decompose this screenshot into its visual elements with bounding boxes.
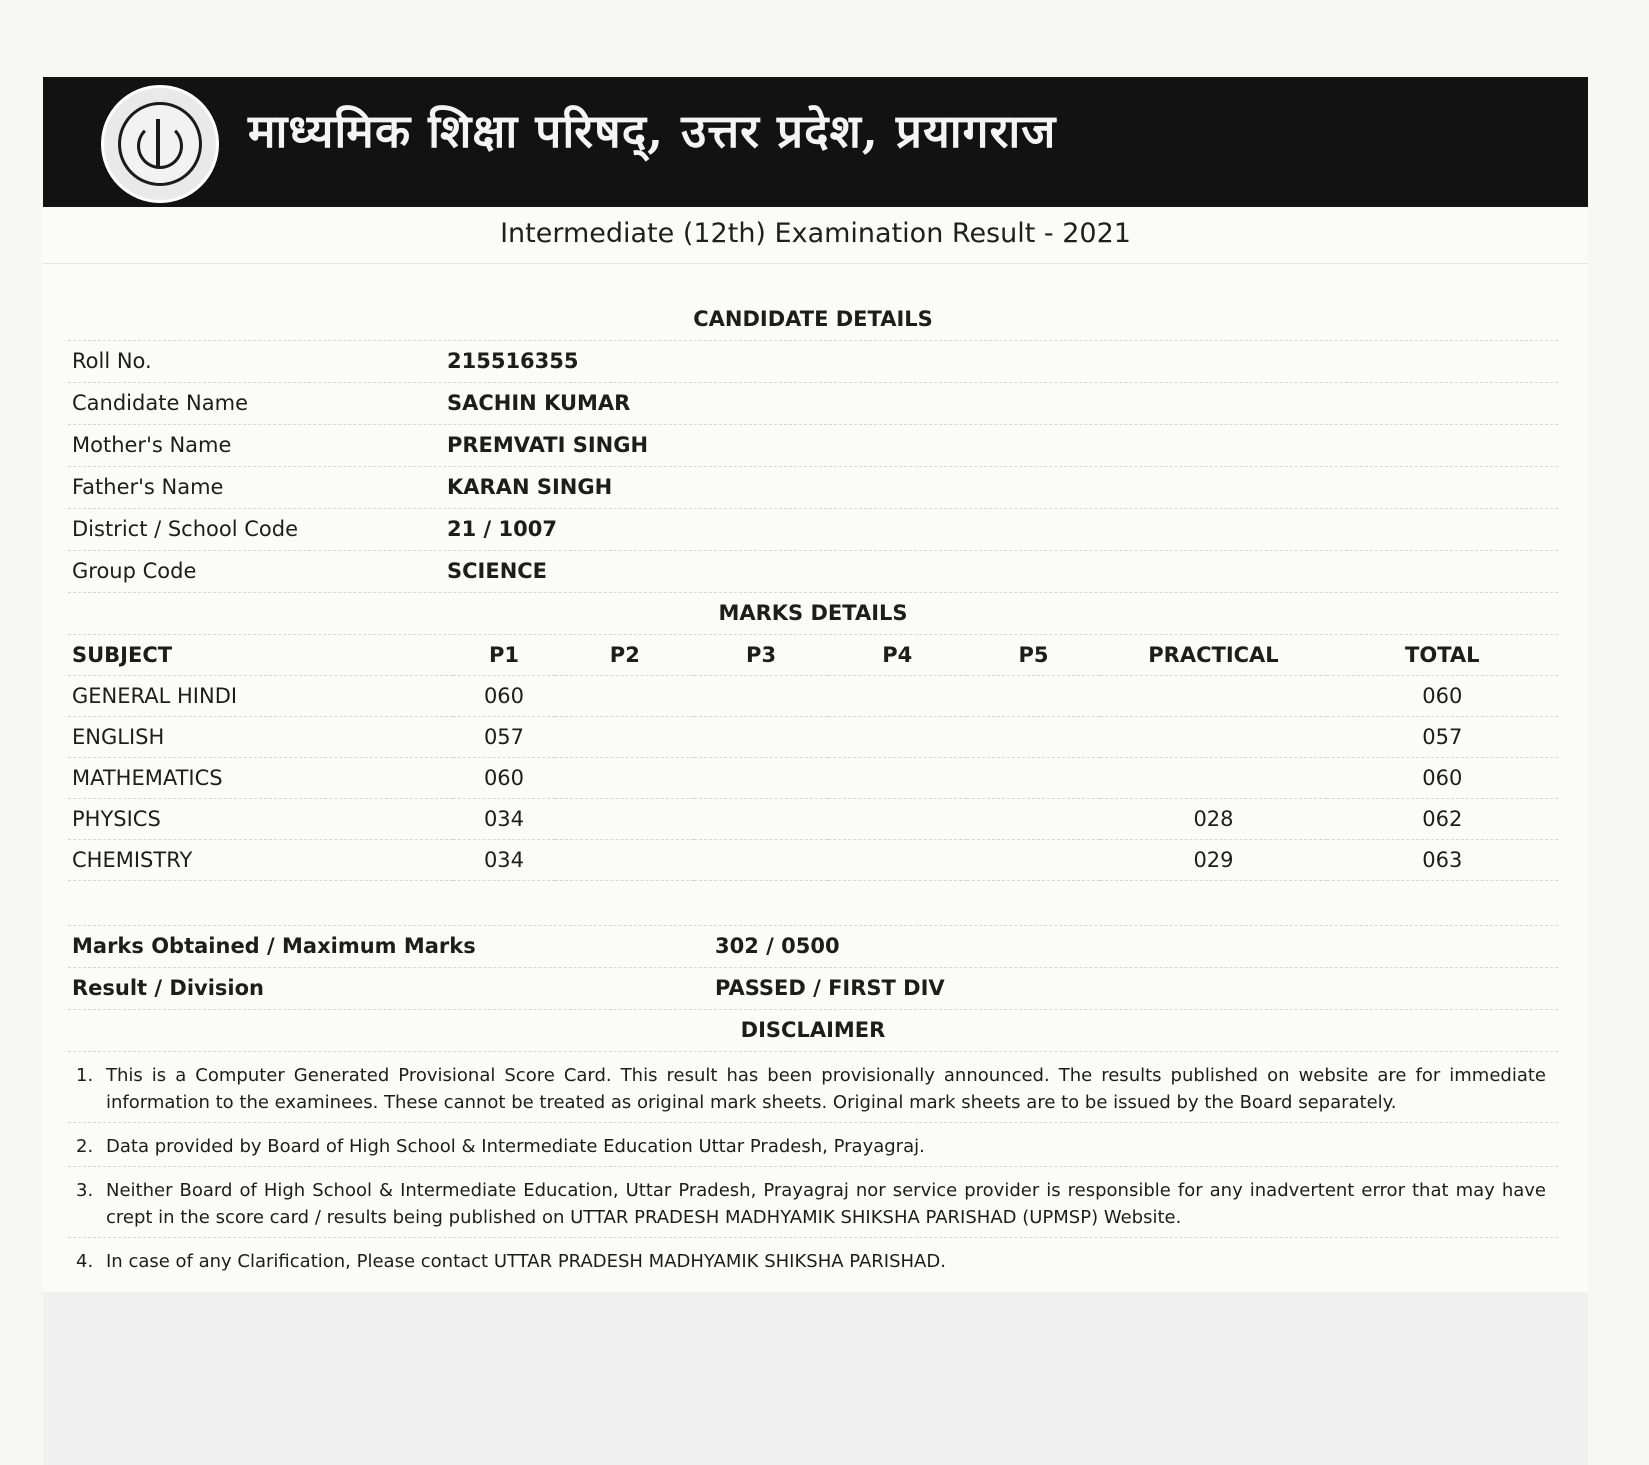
column-header: P2 bbox=[555, 635, 694, 676]
column-header: P5 bbox=[967, 635, 1101, 676]
emblem-seal bbox=[118, 102, 202, 186]
detail-label: Candidate Name bbox=[72, 391, 248, 415]
table-row bbox=[68, 840, 1558, 881]
p1-cell: 034 bbox=[453, 799, 556, 840]
detail-value: KARAN SINGH bbox=[447, 475, 613, 499]
total-cell: 063 bbox=[1327, 840, 1558, 881]
marks-obtained-value: 302 / 0500 bbox=[715, 934, 840, 958]
practical-cell bbox=[1100, 717, 1326, 758]
practical-cell: 028 bbox=[1100, 799, 1326, 840]
detail-value: PREMVATI SINGH bbox=[447, 433, 649, 457]
subject-cell: ENGLISH bbox=[68, 717, 453, 758]
p3-cell bbox=[694, 758, 828, 799]
total-cell: 057 bbox=[1327, 717, 1558, 758]
item-text: Data provided by Board of High School & Intermediate Education Uttar Pradesh, Prayagraj. bbox=[106, 1136, 925, 1157]
detail-value: SACHIN KUMAR bbox=[447, 391, 631, 415]
detail-row-district bbox=[68, 509, 1558, 551]
p4-cell bbox=[828, 758, 967, 799]
list-item bbox=[68, 1167, 1558, 1238]
marks-header-row bbox=[68, 635, 1558, 676]
list-item bbox=[68, 1238, 1558, 1281]
list-item bbox=[68, 1052, 1558, 1123]
subject-cell: GENERAL HINDI bbox=[68, 676, 453, 717]
column-header: SUBJECT bbox=[68, 635, 453, 676]
spacer-row bbox=[68, 881, 1558, 926]
column-header: P3 bbox=[694, 635, 828, 676]
table-row bbox=[68, 758, 1558, 799]
p1-cell: 057 bbox=[453, 717, 556, 758]
item-number: 2. bbox=[76, 1136, 94, 1157]
footer-blank-area bbox=[43, 1292, 1588, 1465]
score-card bbox=[43, 77, 1588, 1465]
p1-cell: 060 bbox=[453, 676, 556, 717]
p2-cell bbox=[555, 758, 694, 799]
total-cell: 060 bbox=[1327, 758, 1558, 799]
marks-summary-row bbox=[68, 926, 1558, 968]
list-item bbox=[68, 1123, 1558, 1167]
p3-cell bbox=[694, 840, 828, 881]
p2-cell bbox=[555, 799, 694, 840]
detail-label: Roll No. bbox=[72, 349, 152, 373]
table-row bbox=[68, 676, 1558, 717]
exam-title: Intermediate (12th) Examination Result - 2021 bbox=[500, 218, 1131, 249]
subject-cell: PHYSICS bbox=[68, 799, 453, 840]
detail-value: 21 / 1007 bbox=[447, 517, 557, 541]
p2-cell bbox=[555, 676, 694, 717]
total-cell: 060 bbox=[1327, 676, 1558, 717]
item-number: 1. bbox=[76, 1065, 94, 1086]
p5-cell bbox=[967, 717, 1101, 758]
disclaimer-list bbox=[68, 1052, 1558, 1281]
subject-cell: MATHEMATICS bbox=[68, 758, 453, 799]
table-row bbox=[68, 717, 1558, 758]
detail-label: District / School Code bbox=[72, 517, 299, 541]
p5-cell bbox=[967, 840, 1101, 881]
column-header: P4 bbox=[828, 635, 967, 676]
p3-cell bbox=[694, 676, 828, 717]
board-title: माध्यमिक शिक्षा परिषद्, उत्तर प्रदेश, प्रयागराज bbox=[248, 104, 1057, 158]
detail-value: 215516355 bbox=[447, 349, 579, 373]
marks-table bbox=[68, 635, 1558, 881]
p4-cell bbox=[828, 676, 967, 717]
column-header: TOTAL bbox=[1327, 635, 1558, 676]
item-number: 3. bbox=[76, 1180, 94, 1201]
divider bbox=[43, 263, 1588, 264]
item-text: This is a Computer Generated Provisional Score Card. This result has been provisionally announced. The results published on website are for immediate information to the examinees. These cannot be treated as original mark sheets. Original mark sheets are to be issued by the Board separately. bbox=[106, 1065, 1546, 1113]
p3-cell bbox=[694, 799, 828, 840]
p2-cell bbox=[555, 717, 694, 758]
disclaimer-heading: DISCLAIMER bbox=[68, 1010, 1558, 1052]
result-label: Result / Division bbox=[72, 976, 264, 1000]
detail-row-group bbox=[68, 551, 1558, 593]
item-text: Neither Board of High School & Intermediate Education, Uttar Pradesh, Prayagraj nor service provider is responsible for any inadvertent error that may have crept in the score card / results being published on UTTAR PRADESH MADHYAMIK SHIKSHA PARISHAD (UPMSP) Website. bbox=[106, 1180, 1546, 1228]
item-text: In case of any Clarification, Please contact UTTAR PRADESH MADHYAMIK SHIKSHA PARISHAD. bbox=[106, 1251, 946, 1272]
up-emblem-icon bbox=[101, 85, 219, 203]
detail-row-father bbox=[68, 467, 1558, 509]
total-cell: 062 bbox=[1327, 799, 1558, 840]
p5-cell bbox=[967, 758, 1101, 799]
table-row bbox=[68, 799, 1558, 840]
item-number: 4. bbox=[76, 1251, 94, 1272]
p4-cell bbox=[828, 717, 967, 758]
column-header: P1 bbox=[453, 635, 556, 676]
marks-details-heading: MARKS DETAILS bbox=[68, 593, 1558, 635]
detail-row-name bbox=[68, 383, 1558, 425]
column-header: PRACTICAL bbox=[1100, 635, 1326, 676]
result-content bbox=[68, 299, 1558, 1281]
result-summary-row bbox=[68, 968, 1558, 1010]
p5-cell bbox=[967, 799, 1101, 840]
detail-row-roll bbox=[68, 341, 1558, 383]
candidate-details-heading: CANDIDATE DETAILS bbox=[68, 299, 1558, 341]
p5-cell bbox=[967, 676, 1101, 717]
detail-value: SCIENCE bbox=[447, 559, 548, 583]
practical-cell bbox=[1100, 758, 1326, 799]
p1-cell: 060 bbox=[453, 758, 556, 799]
header-band bbox=[43, 77, 1588, 207]
detail-label: Group Code bbox=[72, 559, 197, 583]
detail-row-mother bbox=[68, 425, 1558, 467]
practical-cell: 029 bbox=[1100, 840, 1326, 881]
practical-cell bbox=[1100, 676, 1326, 717]
detail-label: Mother's Name bbox=[72, 433, 232, 457]
p3-cell bbox=[694, 717, 828, 758]
marks-obtained-label: Marks Obtained / Maximum Marks bbox=[72, 934, 476, 958]
p4-cell bbox=[828, 799, 967, 840]
result-value: PASSED / FIRST DIV bbox=[715, 976, 945, 1000]
p1-cell: 034 bbox=[453, 840, 556, 881]
p4-cell bbox=[828, 840, 967, 881]
subject-cell: CHEMISTRY bbox=[68, 840, 453, 881]
p2-cell bbox=[555, 840, 694, 881]
detail-label: Father's Name bbox=[72, 475, 224, 499]
